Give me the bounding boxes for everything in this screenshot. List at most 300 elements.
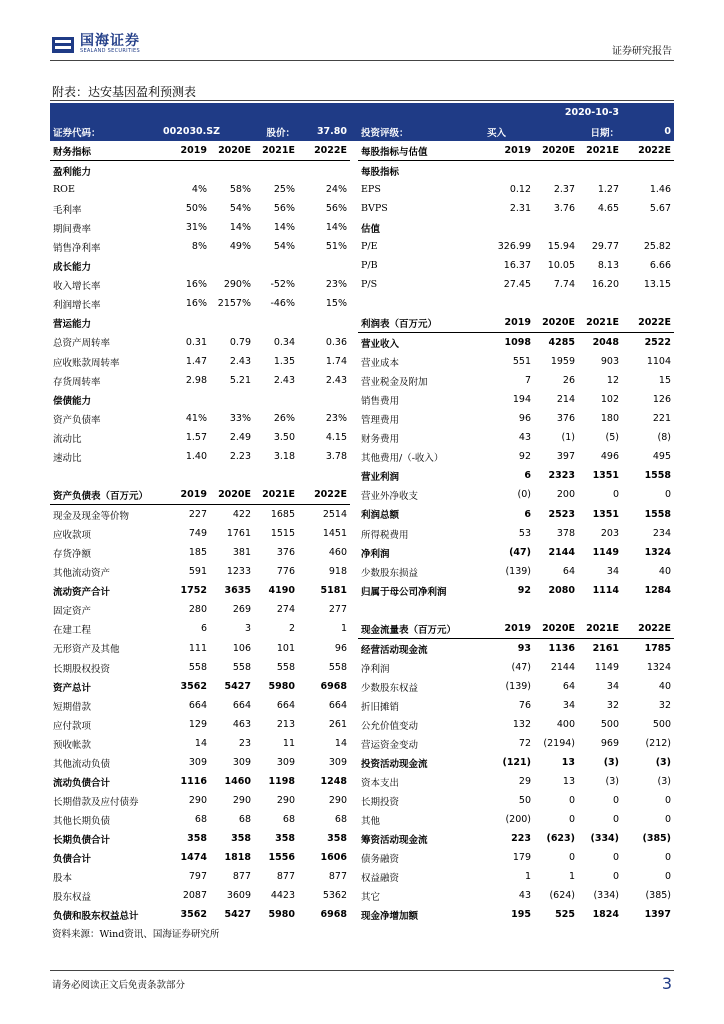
- right-cell-value: 1959: [550, 356, 575, 367]
- left-cell-value: 290: [276, 795, 295, 806]
- column-gap: [350, 275, 358, 294]
- right-cell-value: 126: [652, 394, 672, 405]
- left-cell-value: 23%: [325, 279, 347, 290]
- left-row-label: ROE: [53, 184, 75, 195]
- left-cell-value: 14%: [229, 222, 251, 233]
- left-row-label: 销售净利率: [53, 242, 101, 254]
- right-cell-value: 92: [518, 451, 531, 462]
- left-cell-value: 2021E: [254, 485, 298, 505]
- right-cell-value: 2.31: [509, 203, 531, 214]
- right-cell-value: 0: [568, 814, 575, 825]
- right-cell-value: 0: [568, 795, 575, 806]
- right-cell-value: 0: [612, 814, 620, 825]
- column-gap: [350, 829, 358, 848]
- right-row-label: 营业收入: [361, 338, 400, 350]
- table-row: [50, 810, 674, 829]
- column-gap: [350, 505, 358, 525]
- left-cell-value: [210, 466, 254, 485]
- right-cell-value: 194: [512, 394, 531, 405]
- right-row-label: 每股指标: [361, 166, 400, 178]
- right-cell-value: 1558: [644, 508, 672, 520]
- right-cell-value: 25.82: [643, 241, 672, 252]
- left-cell-value: 1233: [226, 566, 251, 577]
- left-row-label: 其他流动负债: [53, 758, 111, 770]
- left-cell-value: 33%: [229, 413, 251, 424]
- right-row-label: 营业外净收支: [361, 490, 419, 502]
- left-row-label: 长期负债合计: [53, 834, 111, 846]
- left-cell-value: 2157%: [217, 298, 251, 309]
- left-cell-value: 776: [276, 566, 295, 577]
- right-row-label: 折旧摊销: [361, 701, 400, 713]
- column-gap: [350, 237, 358, 256]
- right-cell-value: 180: [600, 413, 620, 424]
- table-row: [50, 466, 674, 485]
- table-row: [50, 218, 674, 237]
- right-cell-value: 0: [664, 795, 672, 806]
- table-row: [50, 256, 674, 275]
- right-cell-value: 495: [652, 451, 672, 462]
- table-row: [50, 485, 674, 505]
- left-cell-value: 1556: [268, 852, 295, 863]
- table-row: [50, 677, 674, 696]
- right-cell-value: 27.45: [503, 279, 531, 290]
- left-cell-value: 2019: [160, 141, 210, 161]
- right-row-label: 所得税费用: [361, 529, 409, 541]
- column-gap: [350, 772, 358, 791]
- column-gap: [350, 294, 358, 313]
- column-gap: [350, 161, 358, 181]
- right-row-label: 公允价值变动: [361, 720, 419, 732]
- right-cell-value: 2021E: [578, 619, 622, 639]
- column-gap: [350, 333, 358, 353]
- logo-name-en: SEALAND SECURITIES: [80, 48, 140, 54]
- right-cell-value: 397: [556, 451, 575, 462]
- left-cell-value: 3.78: [325, 451, 347, 462]
- left-cell-value: 1116: [180, 776, 207, 787]
- right-row-label: 权益融资: [361, 872, 400, 884]
- table-row: [50, 639, 674, 659]
- left-cell-value: 54%: [229, 203, 251, 214]
- right-cell-value: (1): [561, 432, 575, 443]
- table-row: [50, 409, 674, 428]
- right-cell-value: 8.13: [597, 260, 620, 271]
- right-cell-value: 376: [556, 413, 575, 424]
- page-number: 3: [661, 974, 672, 993]
- left-cell-value: 290: [232, 795, 251, 806]
- right-cell-value: 3.76: [553, 203, 575, 214]
- column-gap: [350, 352, 358, 371]
- left-cell-value: 2.43: [273, 375, 295, 386]
- left-cell-value: 1685: [270, 509, 295, 520]
- left-cell-value: 290: [328, 795, 347, 806]
- date-tail: 0: [622, 122, 674, 141]
- left-cell-value: [298, 466, 350, 485]
- right-cell-value: 203: [600, 528, 620, 539]
- right-cell-value: 2522: [644, 337, 672, 348]
- right-row-label: 资本支出: [361, 777, 400, 789]
- rating-value: 买入: [484, 122, 534, 141]
- column-gap: [350, 867, 358, 886]
- right-cell-value: (121): [502, 757, 531, 768]
- left-row-label: 股东权益: [53, 891, 92, 903]
- right-cell-value: 32: [606, 700, 620, 711]
- left-cell-value: 3609: [226, 890, 251, 901]
- right-cell-value: 0: [664, 871, 672, 882]
- right-cell-value: 16.20: [591, 279, 620, 290]
- left-cell-value: 664: [328, 700, 347, 711]
- left-cell-value: 1.74: [325, 356, 347, 367]
- table-row: [50, 428, 674, 447]
- right-cell-value: 43: [518, 432, 531, 443]
- right-cell-value: 234: [652, 528, 672, 539]
- right-cell-value: 1324: [646, 662, 672, 673]
- left-cell-value: 1515: [270, 528, 295, 539]
- date-label: 日期：: [578, 122, 622, 141]
- right-cell-value: 15: [658, 375, 672, 386]
- right-cell-value: 2022E: [622, 313, 674, 333]
- left-cell-value: 0.36: [325, 336, 347, 348]
- left-cell-value: 2.98: [185, 375, 207, 386]
- left-row-label: 应收款项: [53, 529, 92, 541]
- right-cell-value: (334): [593, 890, 620, 901]
- disclaimer-note: 请务必阅读正文后免责条款部分: [52, 980, 186, 991]
- right-cell-value: 2144: [550, 662, 575, 673]
- left-cell-value: 6968: [320, 909, 347, 920]
- left-row-label: 在建工程: [53, 624, 92, 636]
- right-cell-value: [534, 161, 578, 181]
- right-row-label: 经营活动现金流: [361, 644, 428, 656]
- right-cell-value: 72: [518, 738, 531, 749]
- right-row-label: P/B: [361, 260, 378, 271]
- column-gap: [350, 658, 358, 677]
- table-row: [50, 848, 674, 867]
- right-cell-value: [578, 294, 622, 313]
- left-cell-value: 290%: [223, 279, 251, 290]
- right-cell-value: 34: [606, 566, 620, 577]
- right-cell-value: (5): [605, 432, 620, 443]
- right-row-label: 长期投资: [361, 796, 400, 808]
- right-row-label: 销售费用: [361, 395, 400, 407]
- table-row: [50, 505, 674, 525]
- table-row: [50, 867, 674, 886]
- left-row-label: 流动比: [53, 433, 82, 445]
- column-gap: [350, 905, 358, 924]
- right-cell-value: 1104: [646, 356, 672, 367]
- stock-code-value: 002030.SZ: [160, 122, 254, 141]
- right-cell-value: (623): [546, 833, 575, 844]
- left-row-label: 负债和股东权益总计: [53, 910, 139, 922]
- left-cell-value: 1248: [320, 776, 347, 787]
- right-cell-value: 0: [612, 795, 620, 806]
- right-cell-value: [622, 161, 674, 181]
- right-row-label: 营业成本: [361, 357, 400, 369]
- right-row-label: 筹资活动现金流: [361, 834, 428, 846]
- right-cell-value: 2019: [484, 141, 534, 161]
- left-cell-value: 58%: [229, 184, 251, 195]
- right-row-label: 利润总额: [361, 510, 400, 522]
- right-cell-value: 2020E: [534, 619, 578, 639]
- left-cell-value: 23%: [325, 413, 347, 424]
- stock-price-label: 股价：: [254, 122, 298, 141]
- left-cell-value: 280: [188, 604, 207, 615]
- right-cell-value: 32: [658, 700, 672, 711]
- left-cell-value: 0.34: [273, 336, 295, 348]
- right-cell-value: 1136: [548, 643, 575, 654]
- right-cell-value: (334): [590, 833, 620, 844]
- right-row-label: 其它: [361, 891, 381, 903]
- left-cell-value: [298, 313, 350, 333]
- right-cell-value: [622, 294, 674, 313]
- right-cell-value: 64: [562, 681, 575, 692]
- right-row-label: 利润表（百万元）: [358, 313, 484, 333]
- left-cell-value: [298, 161, 350, 181]
- left-cell-value: 5362: [322, 890, 347, 901]
- right-cell-value: 12: [606, 375, 620, 386]
- right-cell-value: 0: [612, 489, 620, 501]
- left-row-label: 成长能力: [53, 261, 92, 273]
- left-cell-value: [160, 466, 210, 485]
- left-cell-value: 1451: [322, 528, 347, 539]
- right-cell-value: 223: [511, 833, 531, 844]
- report-date: 2020-10-3: [50, 103, 622, 122]
- top-bar-date-row: [50, 103, 674, 122]
- left-cell-value: [160, 313, 210, 333]
- right-row-label: 净利润: [361, 548, 390, 560]
- table-row: [50, 619, 674, 639]
- right-cell-value: 15.94: [547, 241, 575, 252]
- column-gap: [350, 715, 358, 734]
- left-cell-value: 68: [194, 814, 207, 825]
- left-cell-value: [160, 161, 210, 181]
- left-row-label: 财务指标: [50, 141, 160, 161]
- left-cell-value: 50%: [185, 203, 207, 214]
- left-cell-value: 1474: [180, 852, 207, 863]
- left-cell-value: 1.35: [273, 356, 295, 367]
- left-cell-value: 1.40: [185, 451, 207, 462]
- left-cell-value: 290: [188, 795, 207, 806]
- left-cell-value: 2.49: [229, 432, 251, 443]
- right-cell-value: 0: [612, 852, 620, 863]
- left-row-label: 毛利率: [53, 204, 82, 216]
- right-cell-value: 0: [568, 852, 575, 863]
- logo-icon: [52, 37, 74, 53]
- right-cell-value: 1098: [504, 337, 531, 348]
- right-cell-value: (385): [645, 890, 672, 901]
- right-cell-value: [484, 218, 534, 237]
- table-row: [50, 313, 674, 333]
- left-cell-value: [298, 390, 350, 409]
- column-gap: [350, 619, 358, 639]
- left-cell-value: 8%: [191, 241, 207, 252]
- right-cell-value: 13: [561, 757, 575, 768]
- right-cell-value: [534, 218, 578, 237]
- left-cell-value: 1606: [320, 852, 347, 863]
- right-cell-value: 2523: [548, 508, 575, 520]
- right-cell-value: 6.66: [649, 260, 672, 271]
- column-gap: [350, 543, 358, 562]
- right-cell-value: 64: [562, 566, 575, 577]
- left-cell-value: 2019: [160, 485, 210, 505]
- left-cell-value: 277: [328, 604, 347, 615]
- right-cell-value: [484, 161, 534, 181]
- right-row-label: 营业税金及附加: [361, 376, 428, 388]
- company-logo: [52, 34, 140, 55]
- right-cell-value: [484, 600, 534, 619]
- right-cell-value: 2022E: [622, 141, 674, 161]
- right-row-label: 管理费用: [361, 414, 400, 426]
- forecast-table: [50, 103, 674, 924]
- table-row: [50, 658, 674, 677]
- left-cell-value: 0.31: [185, 336, 207, 348]
- column-gap: [350, 256, 358, 275]
- right-cell-value: 4.65: [597, 203, 620, 214]
- left-cell-value: 1198: [268, 776, 295, 787]
- left-cell-value: 51%: [325, 241, 347, 252]
- right-cell-value: 7: [524, 375, 531, 386]
- right-cell-value: 0: [664, 814, 672, 825]
- left-cell-value: 49%: [229, 241, 251, 252]
- left-cell-value: [210, 161, 254, 181]
- table-row: [50, 352, 674, 371]
- right-cell-value: 500: [652, 719, 672, 730]
- right-cell-value: 179: [512, 852, 531, 863]
- right-cell-value: 76: [518, 700, 531, 711]
- column-gap: [350, 734, 358, 753]
- left-cell-value: 558: [328, 662, 347, 673]
- right-cell-value: (212): [645, 738, 672, 749]
- left-cell-value: 358: [187, 833, 207, 844]
- right-cell-value: 0.12: [509, 184, 531, 195]
- left-row-label: 存货周转率: [53, 376, 101, 388]
- left-cell-value: 2.23: [229, 451, 251, 462]
- table-row: [50, 447, 674, 466]
- table-row: [50, 161, 674, 181]
- left-row-label: 速动比: [53, 452, 82, 464]
- column-gap: [350, 313, 358, 333]
- left-cell-value: 101: [276, 642, 295, 654]
- left-cell-value: 3635: [224, 585, 251, 596]
- left-cell-value: 664: [188, 700, 207, 711]
- right-row-label: [358, 600, 484, 619]
- left-row-label: 资产负债率: [53, 414, 101, 426]
- right-cell-value: (0): [517, 489, 531, 501]
- left-cell-value: 2.43: [229, 356, 251, 367]
- table-row: [50, 772, 674, 791]
- left-row-label: 流动资产合计: [53, 586, 111, 598]
- right-cell-value: 16.37: [503, 260, 531, 271]
- right-cell-value: 551: [512, 356, 531, 367]
- right-cell-value: 40: [658, 681, 672, 692]
- right-cell-value: 10.05: [547, 260, 575, 271]
- right-cell-value: 2080: [548, 585, 575, 596]
- left-row-label: 利润增长率: [53, 299, 101, 311]
- left-row-label: 盈利能力: [53, 166, 92, 178]
- left-cell-value: 558: [232, 662, 251, 673]
- column-gap: [350, 696, 358, 715]
- left-cell-value: 269: [232, 604, 251, 615]
- right-cell-value: (200): [505, 814, 531, 825]
- right-cell-value: (624): [549, 890, 575, 901]
- column-gap: [350, 218, 358, 237]
- table-row: [50, 696, 674, 715]
- right-cell-value: 13: [562, 776, 575, 787]
- left-cell-value: 381: [232, 547, 251, 558]
- left-cell-value: 68: [334, 814, 347, 825]
- left-row-label: 资产总计: [53, 682, 92, 694]
- left-cell-value: 3562: [180, 681, 207, 692]
- left-cell-value: 558: [188, 662, 207, 673]
- right-cell-value: 496: [600, 451, 620, 462]
- right-cell-value: [578, 218, 622, 237]
- right-row-label: 投资活动现金流: [361, 758, 428, 770]
- left-cell-value: 877: [276, 871, 295, 882]
- table-row: [50, 275, 674, 294]
- right-cell-value: 1.27: [597, 184, 620, 195]
- right-cell-value: 40: [658, 566, 672, 577]
- right-cell-value: [534, 294, 578, 313]
- left-cell-value: 2020E: [210, 485, 254, 505]
- left-cell-value: 309: [328, 757, 347, 768]
- left-cell-value: 5427: [224, 681, 251, 692]
- column-gap: [350, 485, 358, 505]
- left-cell-value: [210, 256, 254, 275]
- right-cell-value: 53: [518, 528, 531, 539]
- column-gap: [350, 428, 358, 447]
- left-row-label: 期间费率: [53, 223, 92, 235]
- left-cell-value: [210, 313, 254, 333]
- left-cell-value: 274: [276, 604, 295, 615]
- title-divider: [50, 100, 674, 101]
- left-cell-value: 2: [288, 623, 295, 635]
- table-row: [50, 333, 674, 353]
- left-cell-value: 309: [232, 757, 251, 768]
- right-cell-value: 525: [555, 909, 575, 920]
- right-cell-value: 29.77: [591, 241, 620, 252]
- data-source-note: 资料来源：Wind资讯、国海证券研究所: [52, 929, 220, 940]
- table-row: [50, 791, 674, 810]
- left-cell-value: 129: [188, 719, 207, 730]
- right-cell-value: 13.15: [643, 279, 672, 290]
- table-row: [50, 829, 674, 848]
- column-gap: [350, 466, 358, 485]
- left-cell-value: 558: [276, 662, 295, 673]
- column-gap: [350, 639, 358, 659]
- right-cell-value: 1284: [644, 585, 672, 596]
- left-cell-value: 14%: [325, 222, 347, 233]
- column-gap: [350, 199, 358, 218]
- table-row: [50, 715, 674, 734]
- left-row-label: 股本: [53, 872, 73, 884]
- right-cell-value: 1351: [592, 508, 620, 520]
- right-cell-value: [534, 600, 578, 619]
- right-cell-value: 34: [562, 700, 575, 711]
- left-cell-value: 5181: [320, 585, 347, 596]
- right-row-label: 现金净增加额: [361, 910, 419, 922]
- logo-name-cn: 国海证券: [80, 33, 140, 49]
- table-row: [50, 886, 674, 905]
- left-cell-value: 0.79: [229, 336, 251, 348]
- left-cell-value: 4%: [191, 184, 207, 195]
- left-cell-value: 4423: [270, 890, 295, 901]
- right-cell-value: (3): [605, 776, 620, 787]
- column-gap: [350, 390, 358, 409]
- left-cell-value: 591: [188, 566, 207, 577]
- left-cell-value: 463: [232, 719, 251, 730]
- right-cell-value: 400: [556, 719, 575, 730]
- stock-code-label: 证券代码：: [50, 122, 160, 141]
- left-cell-value: 185: [188, 547, 207, 558]
- column-gap: [350, 409, 358, 428]
